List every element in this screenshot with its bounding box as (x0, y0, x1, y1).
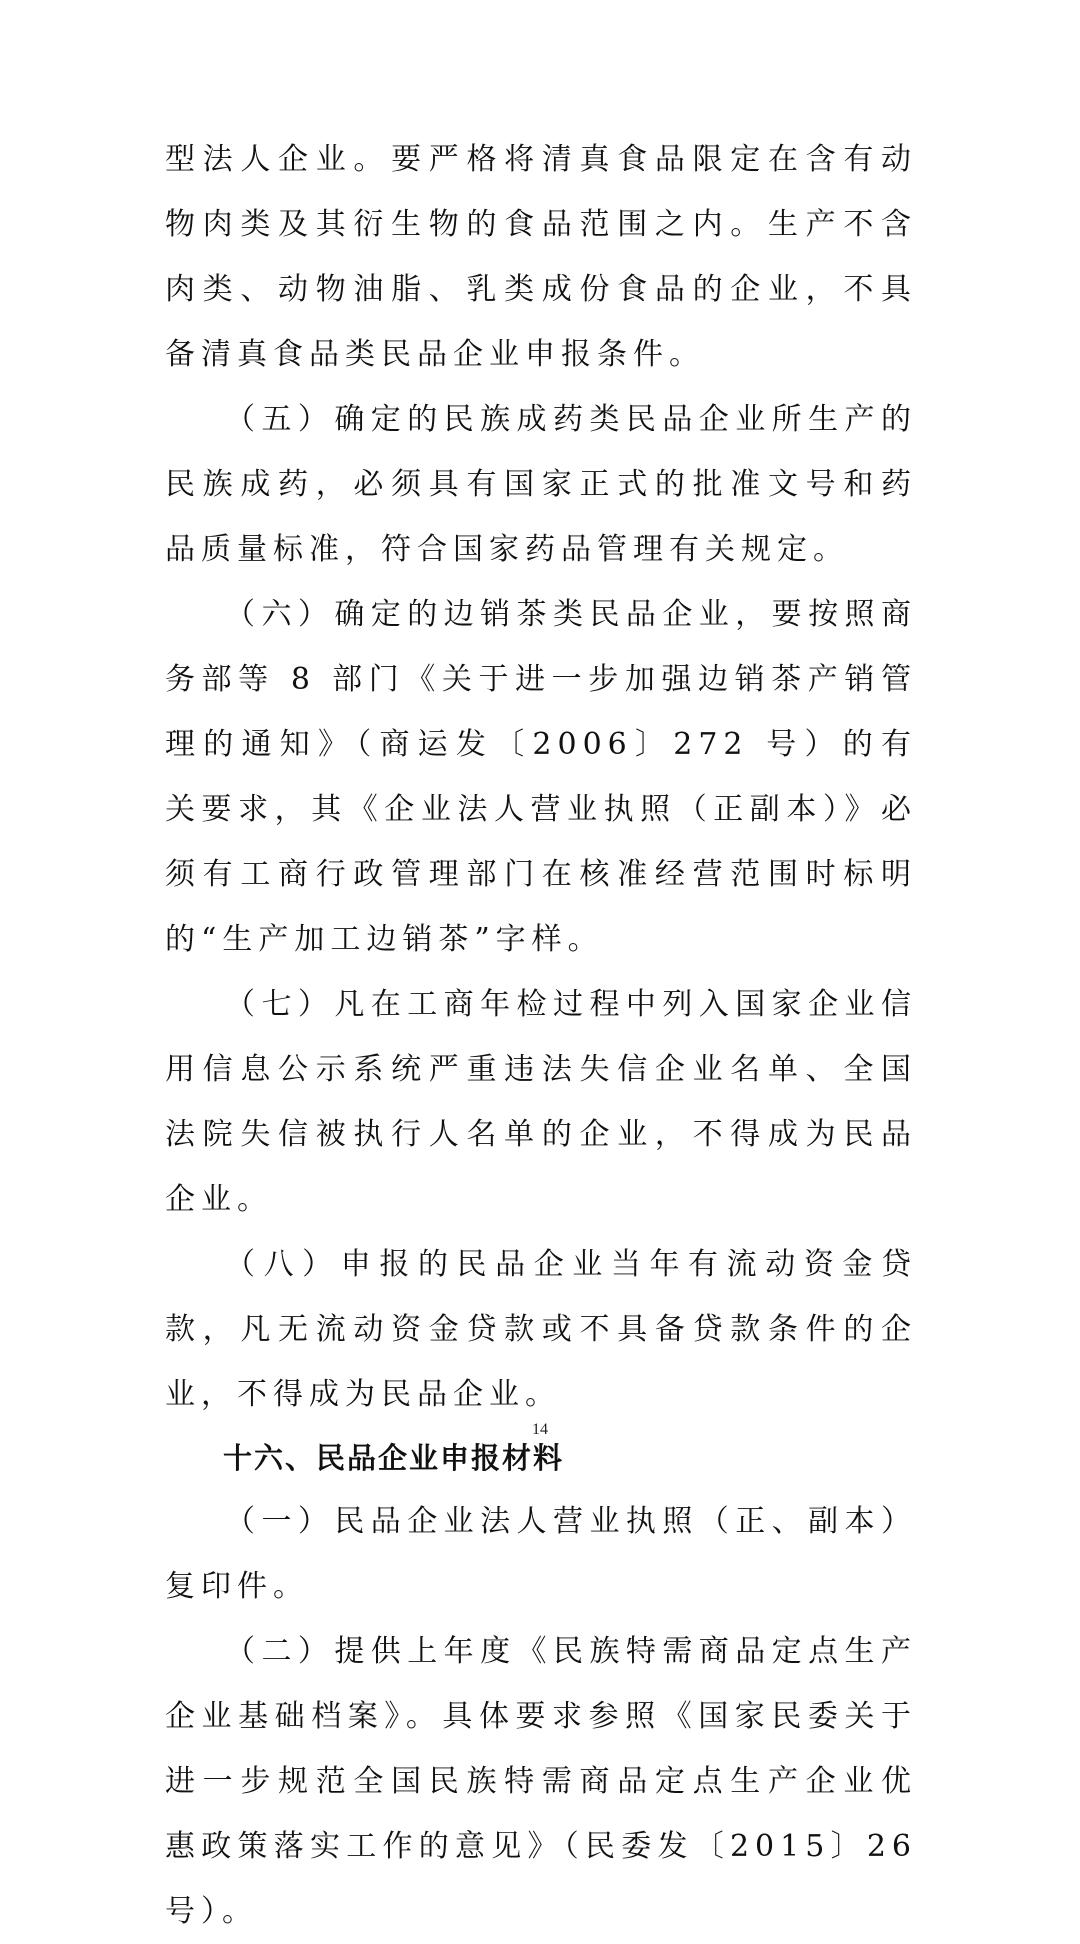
paragraph-item-6: （六）确定的边销茶类民品企业，要按照商务部等 8 部门《关于进一步加强边销茶产销管理的通知》（商运发〔2006〕272 号）的有关要求，其《企业法人营业执照（正副本）》必须有工商行政管理部门在核准经营范围时标明的“生产加工边销茶”字样。 (165, 597, 917, 957)
section-paragraph-1: （一）民品企业法人营业执照（正、副本）复印件。 (165, 1504, 917, 1604)
section-heading: 十六、民品企业申报材料 (223, 1441, 565, 1475)
document-body (165, 127, 917, 1944)
paragraph-item-7: （七）凡在工商年检过程中列入国家企业信用信息公示系统严重违法失信企业名单、全国法院失信被执行人名单的企业，不得成为民品企业。 (165, 987, 917, 1217)
section-paragraph-2: （二）提供上年度《民族特需商品定点生产企业基础档案》。具体要求参照《国家民委关于进一步规范全国民族特需商品定点生产企业优惠政策落实工作的意见》（民委发〔2015〕26 号）。 (165, 1634, 917, 1929)
paragraph-continuation: 型法人企业。要严格将清真食品限定在含有动物肉类及其衍生物的食品范围之内。生产不含肉类、动物油脂、乳类成份食品的企业，不具备清真食品类民品企业申报条件。 (165, 142, 917, 372)
paragraph-item-8: （八）申报的民品企业当年有流动资金贷款，凡无流动资金贷款或不具备贷款条件的企业，不得成为民品企业。 (165, 1247, 917, 1412)
page-number: 14 (532, 1421, 548, 1438)
paragraph-item-5: （五）确定的民族成药类民品企业所生产的民族成药，必须具有国家正式的批准文号和药品质量标准，符合国家药品管理有关规定。 (165, 402, 917, 567)
